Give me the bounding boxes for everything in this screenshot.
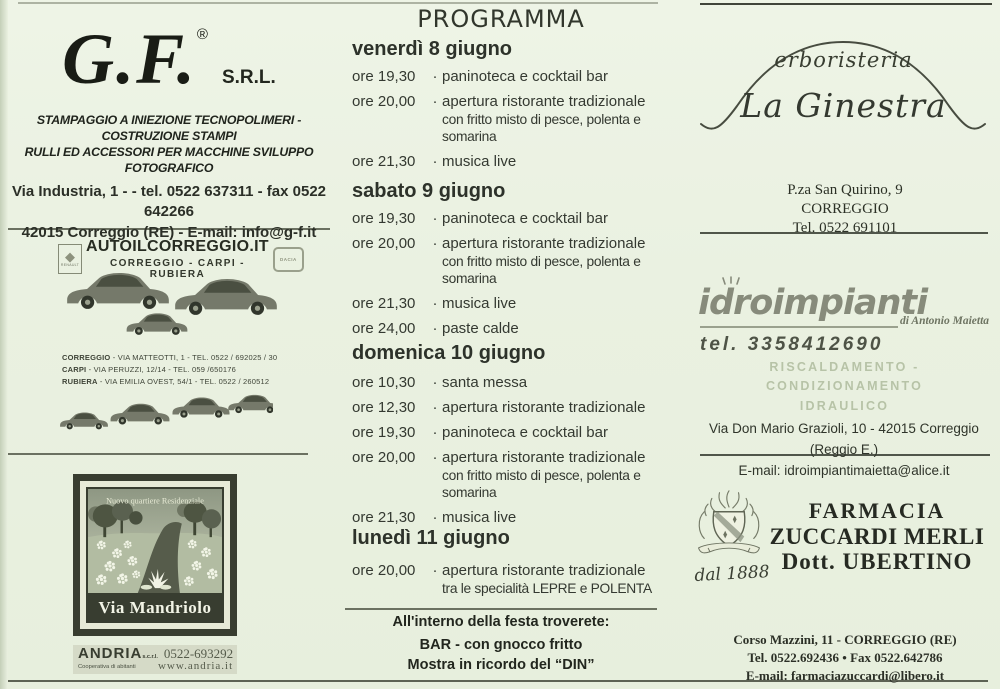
gf-tagline — [6, 113, 332, 177]
pharmacy-phones: Tel. 0522.692436 • Fax 0522.642786 — [747, 650, 943, 666]
item-desc: musica live — [442, 295, 517, 312]
day-items-domenica — [352, 374, 664, 526]
gf-logo-text: G.F. — [62, 19, 197, 99]
bullet-dot: · — [432, 509, 438, 526]
item-time: ore 20,00 — [352, 235, 416, 252]
item-desc-line2: con fritto misto di pesce, polenta e somarina — [442, 254, 641, 286]
item-desc: paninoteca e cocktail bar — [442, 424, 608, 441]
bullet-dot: · — [432, 295, 438, 312]
program-item — [352, 562, 664, 597]
bullet-dot: · — [432, 93, 438, 110]
scan-edge-shadow — [0, 0, 8, 689]
footer-bar-line: BAR - con gnocco fritto — [419, 637, 583, 653]
item-time: ore 21,30 — [352, 295, 416, 312]
gf-logo-block — [8, 18, 330, 101]
mandriolo-scene — [88, 489, 222, 593]
idroimpianti-address: Via Don Mario Grazioli, 10 - 42015 Correggio (Reggio E.) — [709, 421, 979, 457]
idroimpianti-phone: tel. 3358412690 — [700, 334, 884, 355]
item-time: ore 20,00 — [352, 93, 416, 110]
car-photos-row2 — [58, 388, 273, 452]
services-line1: RISCALDAMENTO - CONDIZIONAMENTO — [765, 360, 924, 394]
item-desc-line2: con fritto misto di pesce, polenta e somarina — [442, 112, 641, 144]
via-mandriolo-ad — [73, 474, 237, 636]
bullet-dot: · — [432, 68, 438, 85]
mandriolo-street-name: Via Mandriolo — [86, 595, 224, 623]
dacia-label: DACIA — [280, 256, 297, 262]
day-items-venerdi — [352, 68, 664, 170]
autoil-subtitle: CORREGGIO - CARPI - RUBIERA — [109, 258, 245, 280]
location-info: - VIA EMILIA OVEST, 54/1 - TEL. 0522 / 260512 — [97, 377, 270, 386]
program-item — [352, 449, 664, 501]
autoil-location-row — [62, 352, 312, 364]
mandriolo-frame — [73, 474, 237, 636]
day-header-sabato: sabato 9 giugno — [352, 180, 506, 202]
idroimpianti-logo: idroimpianti — [698, 283, 928, 323]
mandriolo-illustration — [86, 487, 224, 595]
gf-tagline-line2: RULLI ED ACCESSORI PER MACCHINE SVILUPPO FOTOGRAFICO — [24, 144, 314, 175]
pharmacy-name-block — [762, 499, 992, 575]
program-title: PROGRAMMA — [417, 5, 585, 33]
footer-mostra-line: Mostra in ricordo del “DIN” — [407, 656, 595, 673]
pharmacy-crest-icon — [690, 487, 768, 567]
item-desc: apertura ristorante tradizionale — [442, 562, 646, 579]
gf-address-line1: Via Industria, 1 - - tel. 0522 637311 - fax 0522 642266 — [11, 183, 327, 221]
ginestra-street: P.za San Quirino, 9 — [787, 182, 903, 198]
bullet-dot: · — [432, 235, 438, 252]
location-info: - VIA PERUZZI, 12/14 - TEL. 059 /650176 — [86, 365, 236, 374]
andria-website: www.andria.it — [157, 660, 234, 672]
andria-phone: 0522-693292 — [163, 646, 234, 661]
idroimpianti-services — [700, 358, 989, 416]
item-time: ore 24,00 — [352, 320, 416, 337]
item-desc: santa messa — [442, 374, 528, 391]
ginestra-phone: Tel. 0522 691101 — [792, 220, 898, 237]
gf-address — [8, 182, 330, 243]
autoil-location-row — [62, 376, 312, 388]
ginestra-shop-name: La Ginestra — [740, 86, 947, 125]
item-desc: apertura ristorante tradizionale — [442, 235, 646, 252]
item-desc-line2: con fritto misto di pesce, polenta e somarina — [442, 468, 641, 500]
program-item — [352, 93, 664, 145]
item-desc: musica live — [442, 509, 517, 526]
festival-footer-intro: All'interno della festa troverete: — [392, 614, 610, 630]
top-edge-line-right — [700, 3, 992, 5]
gf-tagline-line1: STAMPAGGIO A INIEZIONE TECNOPOLIMERI - COSTRUZIONE STAMPI — [36, 113, 302, 143]
item-time: ore 19,30 — [352, 424, 416, 441]
item-desc: musica live — [442, 153, 517, 170]
ginestra-city: CORREGGIO — [801, 201, 889, 218]
item-desc: apertura ristorante tradizionale — [442, 449, 646, 466]
andria-suffix: s.c.r.l. — [142, 654, 158, 660]
andria-contact-block — [158, 647, 233, 672]
andria-name: ANDRIA — [78, 645, 143, 662]
pharmacy-address-block — [700, 631, 990, 686]
program-item — [352, 153, 664, 170]
item-desc-line2: tra le specialità LEPRE e POLENTA — [442, 581, 652, 596]
location-info: - VIA MATTEOTTI, 1 - TEL. 0522 / 692025 / 30 — [110, 353, 278, 362]
car-photos-row1 — [52, 266, 287, 350]
bullet-dot: · — [432, 399, 438, 416]
program-footer-separator — [345, 608, 657, 610]
item-time: ore 19,30 — [352, 210, 416, 227]
idroimpianti-email: E-mail: idroimpiantimaietta@alice.it — [738, 462, 950, 478]
autoil-location-row — [62, 364, 312, 376]
item-desc: apertura ristorante tradizionale — [442, 93, 646, 110]
item-time: ore 10,30 — [352, 374, 416, 391]
pharmacy-address: Corso Mazzini, 11 - CORREGGIO (RE) — [733, 632, 957, 647]
autoil-locations — [62, 352, 312, 388]
program-item — [352, 210, 664, 227]
program-item — [352, 374, 664, 391]
pharmacy-name-line2: ZUCCARDI MERLI — [769, 523, 985, 549]
registered-mark-icon: ® — [196, 26, 208, 43]
location-city: CORREGGIO — [62, 353, 111, 362]
bullet-dot: · — [432, 153, 438, 170]
day-items-sabato — [352, 210, 664, 337]
pharmacy-since: dal 1888 — [693, 562, 771, 586]
bullet-dot: · — [432, 424, 438, 441]
location-city: RUBIERA — [62, 377, 98, 386]
idroimpianti-underline — [700, 326, 898, 328]
ginestra-address — [700, 181, 990, 238]
item-time: ore 21,30 — [352, 153, 416, 170]
renault-diamond-icon: ◆ — [65, 249, 75, 264]
item-desc: paste calde — [442, 320, 519, 337]
day-header-venerdi: venerdì 8 giugno — [352, 38, 513, 60]
gf-srl-label: S.R.L. — [221, 67, 276, 88]
bullet-dot: · — [432, 562, 438, 579]
item-desc: paninoteca e cocktail bar — [442, 210, 608, 227]
program-item — [352, 68, 664, 85]
renault-label: RENAULT — [60, 263, 80, 267]
location-city: CARPI — [62, 365, 87, 374]
item-time: ore 20,00 — [352, 449, 416, 466]
left-separator-2 — [8, 453, 308, 455]
pharmacy-name-line1: FARMACIA — [808, 498, 946, 523]
item-time: ore 19,30 — [352, 68, 416, 85]
pharmacy-name-line3: Dott. UBERTINO — [781, 549, 973, 575]
program-item — [352, 320, 664, 337]
program-item — [352, 424, 664, 441]
idroimpianti-address-block — [694, 419, 994, 482]
idroimpianti-owner: di Antonio Maietta — [900, 315, 990, 327]
item-desc: paninoteca e cocktail bar — [442, 68, 608, 85]
program-item — [352, 235, 664, 287]
day-items-lunedi — [352, 562, 664, 597]
andria-bar — [73, 645, 237, 674]
bullet-dot: · — [432, 210, 438, 227]
pharmacy-email: E-mail: farmaciazuccardi@libero.it — [745, 668, 945, 684]
gf-address-line2: 42015 Correggio (RE) - E-mail: info@g-f.it — [21, 223, 317, 241]
andria-subtitle: Cooperativa di abitanti — [78, 664, 136, 670]
bullet-dot: · — [432, 374, 438, 391]
day-header-lunedi: lunedì 11 giugno — [352, 527, 510, 549]
autoil-title: AUTOILCORREGGIO.IT — [86, 238, 269, 255]
item-time: ore 20,00 — [352, 562, 416, 579]
item-time: ore 12,30 — [352, 399, 416, 416]
services-line2: IDRAULICO — [799, 398, 890, 413]
festival-footer-lines — [340, 636, 662, 675]
bullet-dot: · — [432, 449, 438, 466]
mandriolo-caption: Nuovo quartiere Residenziale — [106, 496, 204, 506]
bullet-dot: · — [432, 320, 438, 337]
item-time: ore 21,30 — [352, 509, 416, 526]
program-item — [352, 509, 664, 526]
andria-company — [78, 647, 158, 664]
day-header-domenica: domenica 10 giugno — [352, 342, 546, 364]
top-edge-line-left — [18, 2, 658, 4]
program-item — [352, 295, 664, 312]
ginestra-overline: erboristeria — [774, 48, 913, 72]
andria-company-block — [78, 647, 158, 672]
program-item — [352, 399, 664, 416]
item-desc: apertura ristorante tradizionale — [442, 399, 646, 416]
